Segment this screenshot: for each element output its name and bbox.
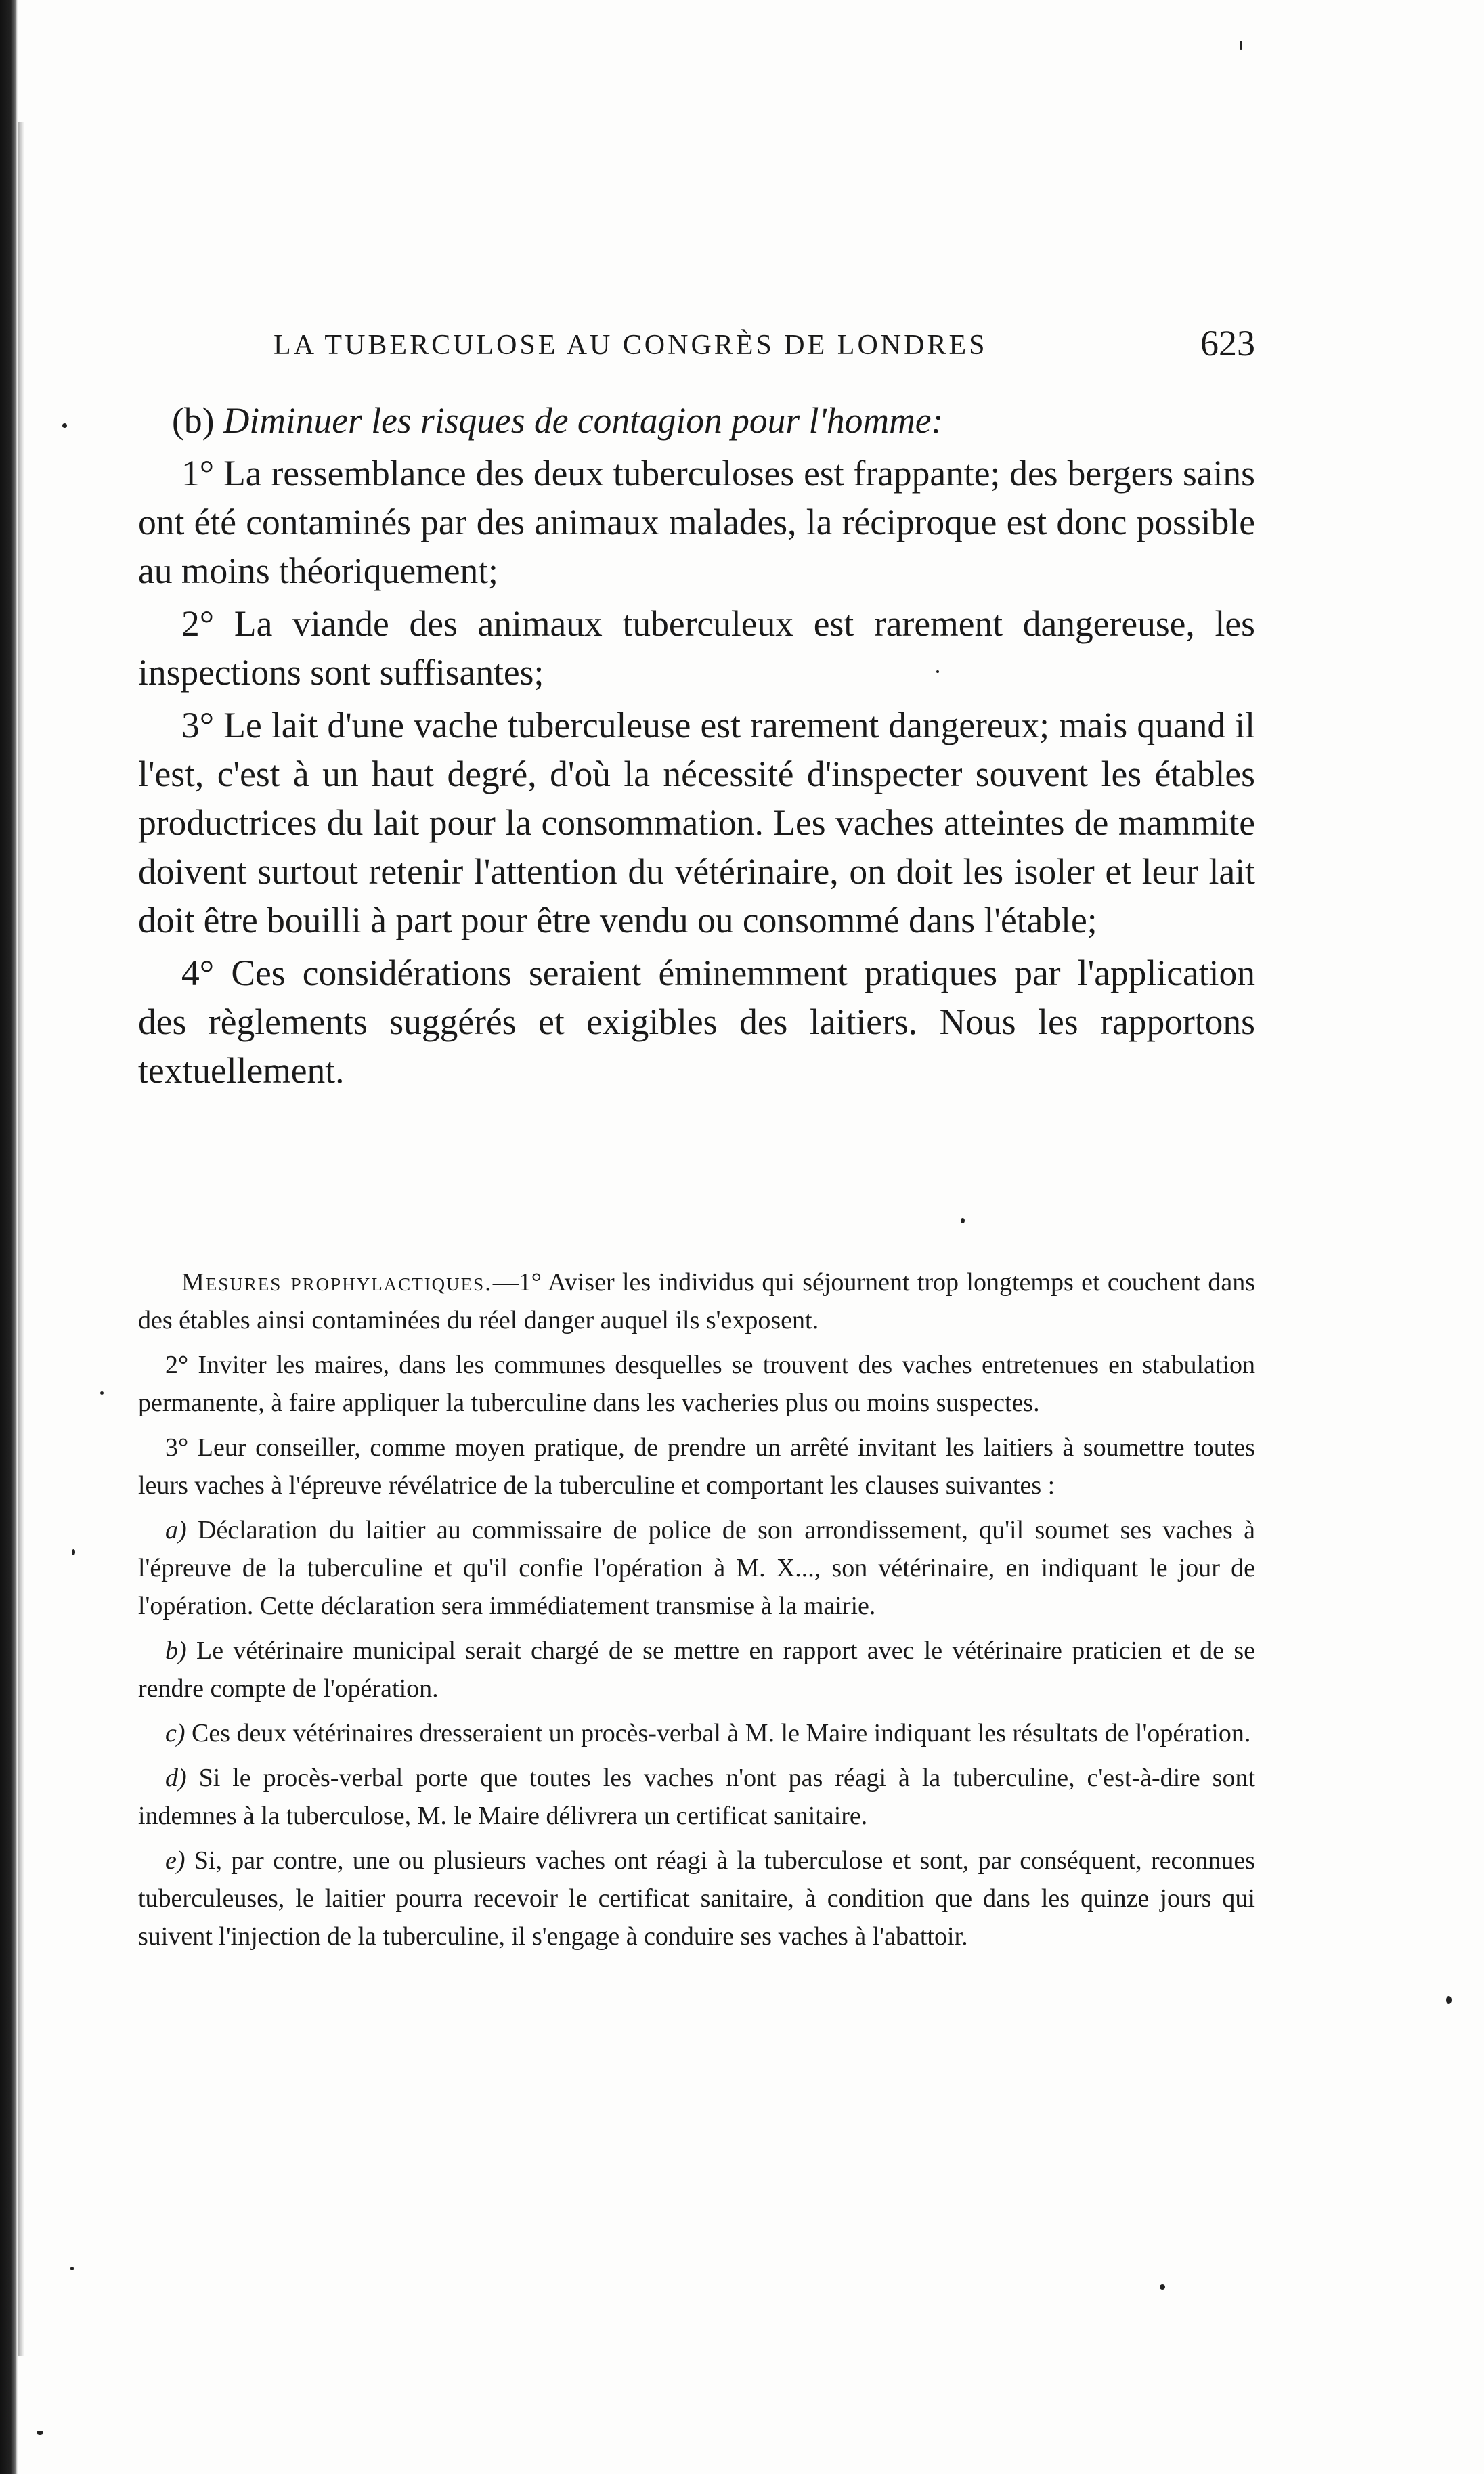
clause-text: Déclaration du laitier au commissaire de police de son arrondissement, qu'il soumet ses vaches à l'épreuve de la tuberculine et qu'il confie l'opération à M. X..., son vétérinaire, en indiquant le jour de l'opération. Cette déclaration sera immédiatement transmise à la mairie.: [138, 1516, 1255, 1620]
running-head: LA TUBERCULOSE AU CONGRÈS DE LONDRES: [274, 330, 988, 361]
scan-speck: [37, 2431, 43, 2435]
clause-text: Si, par contre, une ou plusieurs vaches ont réagi à la tuberculose et sont, par conséquent, reconnues tuberculeuses, le laitier pourra recevoir le certificat sanitaire, à condition que dans les quinze jours qui suivent l'injection de la tuberculine, il s'engage à conduire ses vaches à l'abattoir.: [138, 1846, 1255, 1951]
section-label: (b): [172, 400, 215, 441]
page-number: 623: [1200, 323, 1255, 364]
measures-intro-text: —1° Aviser les individus qui séjournent trop longtemps et couchent dans des étables ainsi contaminées du réel danger auquel ils s'exposent.: [138, 1268, 1255, 1334]
paragraph: 3° Le lait d'une vache tuberculeuse est rarement dangereux; mais quand il l'est, c'est à un haut degré, d'où la nécessité d'inspecter souvent les étables productrices du lait pour la consommation. Les vaches atteintes de mammite doivent surtout retenir l'attention du vétérinaire, on doit les isoler et leur lait doit être bouilli à part pour être vendu ou consommé dans l'étable;: [138, 705, 1255, 940]
clause-item: [138, 1714, 1255, 1752]
scan-speck: [70, 2267, 74, 2270]
paragraph: 1° La ressemblance des deux tuberculoses est frappante; des bergers sains ont été contaminés par des animaux malades, la réciproque est donc possible au moins théoriquement;: [138, 453, 1255, 591]
paragraph: 4° Ces considérations seraient éminemment pratiques par l'application des règlements suggérés et exigibles des laitiers. Nous les rapportons textuellement.: [138, 953, 1255, 1091]
clause-text: Le vétérinaire municipal serait chargé de se mettre en rapport avec le vétérinaire praticien et de se rendre compte de l'opération.: [138, 1636, 1255, 1703]
clause-letter: b): [165, 1636, 187, 1665]
scan-speck: [961, 1218, 965, 1223]
clause-text: Si le procès-verbal porte que toutes les vaches n'ont pas réagi à la tuberculine, c'est-à-dire sont indemnes à la tuberculose, M. le Maire délivrera un certificat sanitaire.: [138, 1764, 1255, 1830]
clause-text: Ces deux vétérinaires dresseraient un procès-verbal à M. le Maire indiquant les résultats de l'opération.: [192, 1719, 1251, 1748]
measures-intro: [138, 1263, 1255, 1339]
clause-item: [138, 1842, 1255, 1955]
binding-edge: [0, 0, 18, 2474]
clause-letter: a): [165, 1516, 187, 1544]
measures-heading: Mesures prophylactiques.: [181, 1268, 493, 1297]
binding-shadow: [18, 122, 24, 2356]
section-heading: [138, 396, 1255, 445]
scan-speck: [1240, 41, 1242, 50]
page-header: [274, 322, 1255, 370]
clause-item: [138, 1759, 1255, 1835]
paragraph: 2° La viande des animaux tuberculeux est rarement dangereuse, les inspections sont suffisantes;: [138, 603, 1255, 693]
main-text: [138, 396, 1255, 1095]
clause-letter: c): [165, 1719, 186, 1748]
measure-item: 2° Inviter les maires, dans les communes desquelles se trouvent des vaches entretenues en stabulation permanente, à faire appliquer la tuberculine dans les vacheries plus ou moins suspectes.: [138, 1351, 1255, 1417]
scan-speck: [1160, 2284, 1165, 2290]
scan-speck: [62, 423, 67, 428]
scan-speck: [72, 1549, 75, 1555]
clause-letter: d): [165, 1764, 187, 1792]
clause-item: [138, 1511, 1255, 1625]
prophylactic-measures: [138, 1263, 1255, 1955]
measure-item: 3° Leur conseiller, comme moyen pratique, de prendre un arrêté invitant les laitiers à soumettre toutes leurs vaches à l'épreuve révélatrice de la tuberculine et comportant les clauses suivantes :: [138, 1433, 1255, 1500]
clause-letter: e): [165, 1846, 186, 1875]
clause-item: [138, 1632, 1255, 1708]
section-title: Diminuer les risques de contagion pour l'homme:: [223, 400, 944, 441]
scan-speck: [1446, 1996, 1452, 2004]
scan-speck: [100, 1391, 104, 1395]
